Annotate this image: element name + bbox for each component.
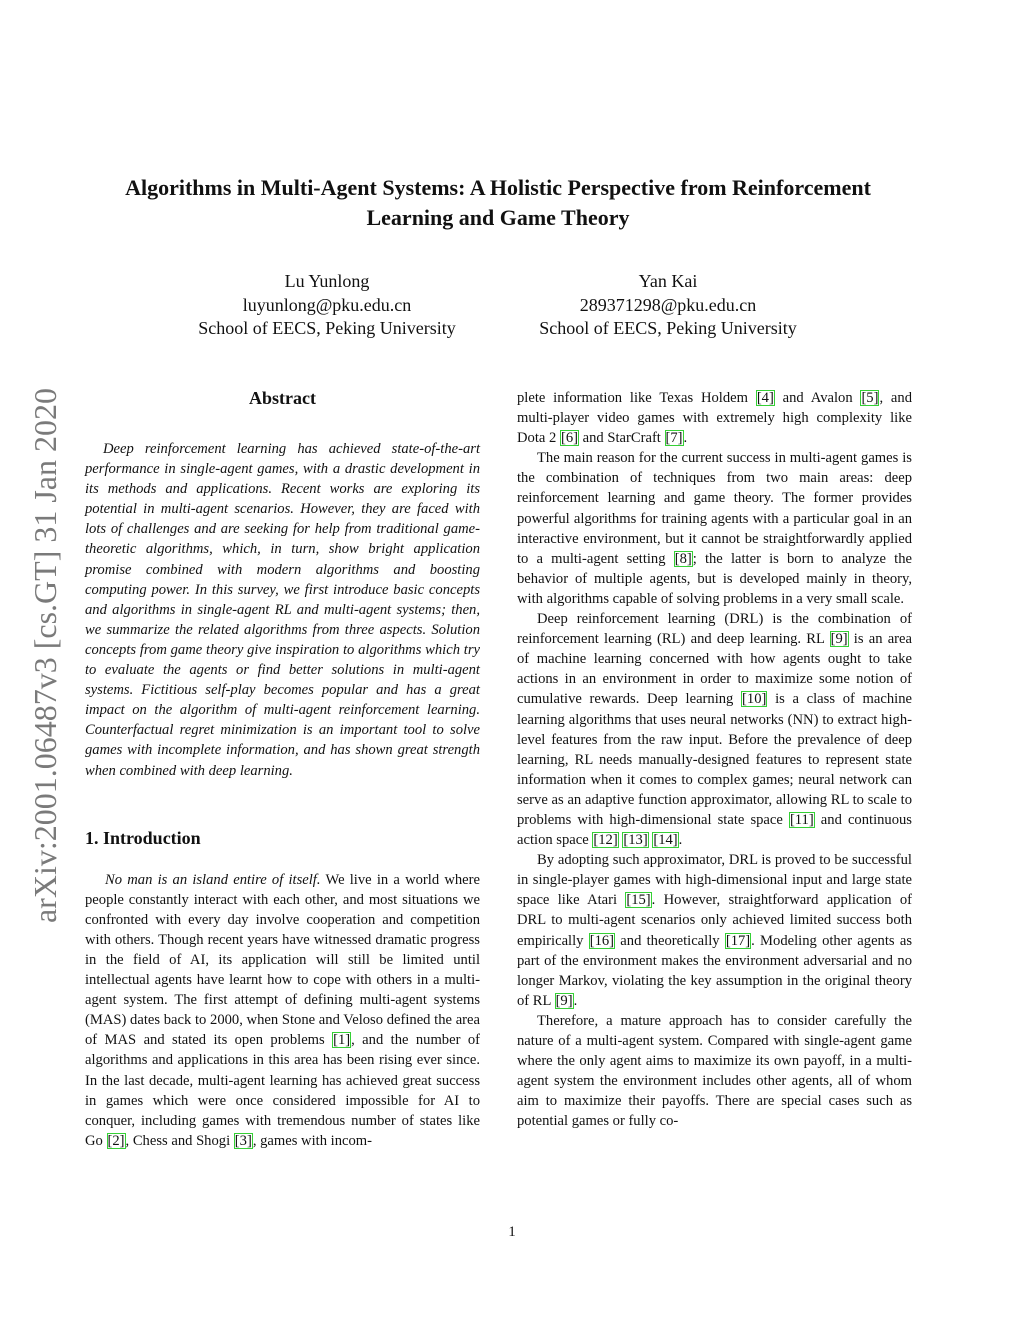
author-affiliation: School of EECS, Peking University <box>539 318 797 338</box>
section-heading: 1. Introduction <box>85 827 201 848</box>
citation-link[interactable]: [17] <box>725 932 751 949</box>
page-number: 1 <box>508 1224 516 1240</box>
paragraph: The main reason for the current success in multi-agent games is the combination of techniques from two main areas: deep reinforcement learning and game theory. The former provides powerful algorithms for training agents with a particular goal in an interactive environment, but it cannot be straightforwardly applied to a multi-agent setting [8]; the latter is born to analyze the behavior of multiple agents, but is developed mainly in theory, with algorithms capable of solving problems in a very small scale. <box>517 450 912 607</box>
paragraph: Deep reinforcement learning (DRL) is the combination of reinforcement learning (RL) and deep learning. RL [9] is an area of machine learning concerned with how agents ought to take actions in an environment in order to maximize some notion of cumulative rewards. Deep learning [10] is a class of machine learning algorithms that uses neural networks (NN) to extract high-level features from the raw input. Before the prevalence of deep learning, RL needs manually-designed features to represent state information when it comes to complex games; neural network can serve as an adaptive function approximator, allowing RL to scale to problems with high-dimensional state space [11] and continuous action space [12] [13] [14]. <box>517 611 912 849</box>
citation-link[interactable]: [12] <box>593 832 618 849</box>
citation-link[interactable]: [8] <box>674 550 692 567</box>
arxiv-identifier: arXiv:2001.06487v3 [cs.GT] 31 Jan 2020 <box>27 387 64 923</box>
author-block <box>508 270 828 341</box>
citation-link[interactable]: [3] <box>234 1132 252 1149</box>
epigraph-quote: No man is an island entire of itself. <box>105 871 321 888</box>
author-name: Lu Yunlong <box>284 271 370 291</box>
paper-title: Algorithms in Multi-Agent Systems: A Holistic Perspective from Reinforcement Learning and Game Theory <box>125 175 871 230</box>
citation-link[interactable]: [13] <box>623 832 648 849</box>
citation-link[interactable]: [7] <box>665 430 683 447</box>
author-name: Yan Kai <box>638 271 698 291</box>
author-email: 289371298@pku.edu.cn <box>579 294 757 315</box>
citation-link[interactable]: [15] <box>626 892 651 909</box>
paragraph: By adopting such approximator, DRL is proved to be successful in single-player games with high-dimensional input and large state space like Atari [15]. However, straightforward application of DRL to multi-agent scenarios only achieved limited success both empirically [16] and theoretically [17]. Modeling other agents as part of the environment makes the environment adversarial and no longer Markov, violating the key assumption in the original theory of RL [9]. <box>517 852 913 1009</box>
citation-link[interactable]: [9] <box>830 631 848 648</box>
citation-link[interactable]: [1] <box>333 1032 351 1049</box>
left-column <box>85 388 480 1151</box>
right-column <box>517 388 912 1131</box>
citation-link[interactable]: [5] <box>861 390 879 406</box>
author-email: luyunlong@pku.edu.cn <box>242 294 412 315</box>
paragraph: No man is an island entire of itself. We live in a world where people constantly interact with each other, and most situations we confronted with every day involve cooperation and competition with others. Though recent years have witnessed dramatic progress in the field of AI, its application will still be limited until intellectual agents have learnt how to cope with others in a multi-agent system. The first attempt of defining multi-agent systems (MAS) dates back to 2000, when Stone and Veloso defined the area of MAS and stated its open problems [1], and the number of algorithms and applications in this area has been rising ever since. In the last decade, multi-agent learning has achieved great success in games which were once considered impossible for AI to conquer, including games with tremendous number of states like Go [2], Chess and Shogi [3], games with incom- <box>85 871 480 1149</box>
citation-link[interactable]: [9] <box>555 992 573 1009</box>
abstract-heading: Abstract <box>249 388 316 408</box>
author-affiliation: School of EECS, Peking University <box>198 318 456 338</box>
abstract-text: Deep reinforcement learning has achieved state-of-the-art performance in single-agent games, with a drastic development in its methods and applications. Recent works are exploring its potential in multi-agent scenarios. However, they are faced with lots of challenges and are seeking for help from traditional game-theoretic algorithms, which, in turn, show bright application promise combined with modern algorithms and boosting computing power. In this survey, we first introduce basic concepts and algorithms in single-agent RL and multi-agent systems; then, we summarize the related algorithms from three aspects. Solution concepts from game theory give inspiration to algorithms which try to evaluate the agents or find better solutions in multi-agent systems. Fictitious self-play becomes popular and has a great impact on the algorithm of multi-agent reinforcement learning. Counterfactual regret minimization is an important tool to solve games with incomplete information, and has shown great strength when combined with deep learning. <box>85 441 480 779</box>
citation-link[interactable]: [16] <box>589 932 615 949</box>
paragraph: Therefore, a mature approach has to consider carefully the nature of a multi-agent system. Compared with single-agent game where the only agent aims to maximize its own payoff, in a multi-agent system the environment includes other agents, all of whom aim to maximize their payoffs. There are special cases such as potential games or fully co- <box>517 1012 912 1130</box>
citation-link[interactable]: [4] <box>756 390 774 406</box>
citation-link[interactable]: [14] <box>653 832 678 849</box>
citation-link[interactable]: [2] <box>107 1132 125 1149</box>
paragraph-continued: plete information like Texas Holdem [4] and Avalon [5], and multi-player video games with extremely high complexity like Dota 2 [6] and StarCraft [7]. <box>517 390 913 447</box>
citation-link[interactable]: [10] <box>742 691 767 708</box>
author-block <box>167 270 487 341</box>
citation-link[interactable]: [6] <box>560 430 578 447</box>
citation-link[interactable]: [11] <box>789 811 814 828</box>
